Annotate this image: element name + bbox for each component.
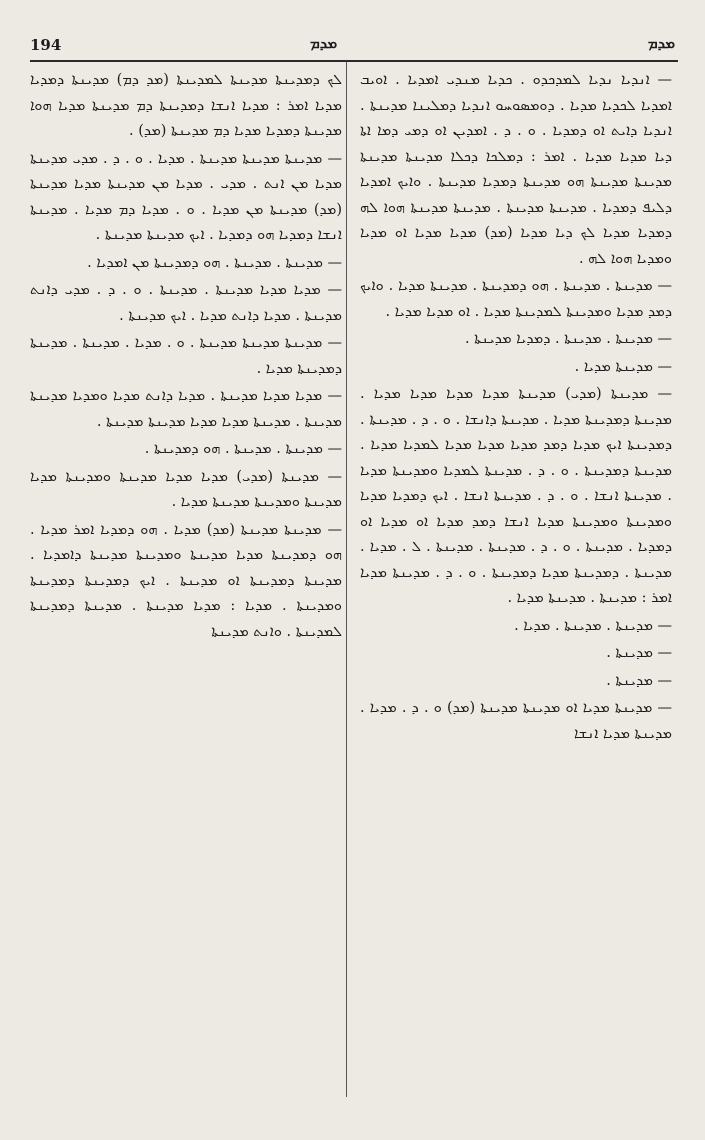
running-head-center: ܡܕܡ xyxy=(310,34,338,52)
dictionary-entry: — ܡܕܝܢܬܐ ܡܕܝܢܬܐ ܡܕܝܢܬܐ . ܡܕܝܐ . ܘ . ܕ . ܡܕܝ ܡܕܝܢܬܐ ܡܕܝܐ ܡܢ ܐܢܬ . ܡܕܝ . ܡܕܝܐ ܡܢ ܡܕܝܢܬܐ ܡܕܝܐ ܡܕܝܢܬܐ (ܡܕ) ܡܕܝܢܬܐ ܡܢ ܡܕܝܐ . ܘ . ܡܕܝܐ ܕܡ ܡܕܝܐ . ܡܕܝܢܬܐ ܐܢܫܐ ܕܡܕܝܐ ܗܘ ܕܡܕܝܐ . ܐܝܟ ܡܕܝܢܬܐ ܡܕܝܢܬܐ . xyxy=(30,150,342,243)
dictionary-entry: — ܡܕܝܢܬܐ (ܡܕܝ) ܡܕܝܐ ܡܕܝܐ ܡܕܝܢܬܐ ܘܡܕܝܢܬܐ ܡܕܝܐ ܡܕܝܢܬܐ ܘܡܕܝܢܬܐ ܡܕܝܢܬܐ ܡܕܝܐ . xyxy=(30,468,342,510)
dictionary-entry: — ܡܕܝܢܬܐ ܡܕܝܢܬܐ (ܡܕ) ܡܕܝܐ . ܗܘ ܕܡܕܝܐ ܐܡܪ ܡܕܝܐ . ܗܘ ܕܡܕܝܢܬܐ ܡܕܝܐ ܡܕܝܢܬܐ ܘܡܕܝܢܬܐ ܡܕܝܢܬܐ ܕܐܡܕܝܐ . ܡܕܝܢܬܐ ܕܡܕܝܢܬܐ ܐܘ ܡܕܝܢܬܐ . ܐܝܟ ܕܡܕܝܢܬܐ ܕܡܕܝܢܬܐ ܘܡܕܝܢܬܐ . ܡܕܝܐ : ܡܕܝܐ ܡܕܝܢܬܐ . ܡܕܝܢܬܐ ܕܡܕܝܢܬܐ ܠܡܕܝܢܬܐ . ܘܐܢܬ ܡܕܝܢܬܐ xyxy=(30,521,342,640)
dictionary-entry: — ܡܕܝܢܬܐ (ܡܕܝ) ܡܕܝܢܬܐ ܡܕܝܐ ܡܕܝܐ ܡܕܝܐ ܡܕܝܐ . ܡܕܝܢܬܐ ܕܡܕܝܢܬܐ ܡܕܝܐ . ܡܕܝܢܬܐ ܕܐܢܫܐ . ܘ . ܕ . ܡܕܝܢܬܐ . ܕܡܕܝܢܬܐ ܐܝܟ ܡܕܝܐ ܕܡܕ ܡܕܝܐ ܡܕܝܐ ܡܕܝܐ ܠܡܕܝܐ ܡܕܝܐ . ܡܕܝܢܬܐ ܕܡܕܝܢܬܐ . ܘ . ܕ . ܡܕܝܢܬܐ ܠܡܕܝܐ ܘܡܕܝܢܬܐ ܡܕܝܐ . ܡܕܝܢܬܐ ܐܢܫܐ . ܘ . ܕ . ܡܕܝܢܬܐ ܐܢܫܐ . ܐܝܟ ܕܡܕܝܐ ܡܕܝܐ ܘܡܕܝܢܬܐ ܘܡܕܝܢܬܐ ܡܕܝܐ ܐܢܫܐ ܕܡܕ ܡܕܝܐ ܐܘ ܡܕܝܐ ܐܘ ܕܡܕܝܐ . ܡܕܝܢܬܐ . ܘ . ܕ . ܡܕܝܢܬܐ . ܡܕܝܢܬܐ . ܠ . ܡܕܝܐ . ܡܕܝܢܬܐ . ܕܡܕܝܢܬܐ ܡܕܝܐ ܕܡܕܝܢܬܐ . ܘ . ܕ . ܡܕܝܢܬܐ ܡܕܝܐ ܐܡܪ : ܡܕܝܢܬܐ . ܡܕܝܢܬܐ ܡܕܝܐ . xyxy=(360,386,672,606)
dictionary-entry: — ܡܕܝܢܬܐ ܡܕܝܢܬܐ ܡܕܝܢܬܐ . ܘ . ܡܕܝܐ . ܡܕܝܢܬܐ . ܡܕܝܢܬܐ ܕܡܕܝܢܬܐ ܡܕܝܐ . xyxy=(30,335,342,377)
dictionary-entry: — ܡܕܝܐ ܡܕܝܐ ܡܕܝܢܬܐ . ܡܕܝܢܬܐ . ܘ . ܕ . ܡܕܝ ܕܐܢܬ ܡܕܝܢܬܐ . ܡܕܝܐ ܕܐܢܬ ܡܕܝܐ . ܐܝܟ ܡܕܝܢܬܐ . xyxy=(30,282,342,324)
dictionary-entry: — ܡܕܝܢܬܐ . ܡܕܝܢܬܐ . ܗܘ ܕܡܕܝܢܬܐ . xyxy=(144,441,342,457)
header-rule xyxy=(30,60,678,62)
dictionary-entry: — ܐܢܕܝܐ ܢܕܝܐ ܠܡܕܟܕܘ . ܟܕܝܐ ܡܢܕܝ ܐܡܕܝܐ . ܐܘܝܒ ܐܡܕܝܐ ܠܟܕܝܐ ܡܕܝܐ . ܕܘܡܣܘܚܘ ܐܢܕܝܐ ܕܡܠܝܢܐ ܡܕܝܢܬܐ . ܐܢܕܝܐ ܕܐܝܬ ܐܘ ܕܡܕܝܐ . ܘ . ܕ . ܐܡܕܝܢ ܐܘ ܕܡܝ ܕܡܐ ܐܬܐ ܕܝܐ ܡܕܝܐ ܡܕܝܐ . ܐܡܪ : ܕܡܠܟܐ ܕܟܠܐ ܡܕܝܢܬܐ ܡܕܝܢܬܐ ܡܕܝܢܬܐ ܡܕܝܢܬܐ ܗܘ ܡܕܝܢܬܐ ܕܡܕܝܐ ܡܕܝܢܬܐ . ܘܐܝܟ ܐܡܕܝܐ ܕܠܝܦ ܕܡܕܝܐ . ܡܕܝܢܬܐ ܡܕܝܢܬܐ . ܡܕܝܢܬܐ ܡܕܝܢܬܐ ܗܘܐ ܠܗ ܕܡܕܝܐ ܡܕܝܐ ܠܟ ܕܝܐ ܡܕܝܐ (ܡܕ) ܡܕܝܐ ܡܕܝܐ ܐܘ ܡܕܝܐ ܘܡܕܝܐ ܗܘܐ ܠܗ . xyxy=(360,72,672,267)
page-number: 194 xyxy=(30,36,62,54)
dictionary-entry: — ܡܕܝܢܬܐ . xyxy=(606,672,672,689)
left-column xyxy=(30,68,342,1098)
dictionary-entry: — ܡܕܝܢܬܐ . ܡܕܝܢܬܐ . ܗܘ ܕܡܕܝܢܬܐ ܡܢ ܐܡܕܝܐ . xyxy=(87,254,342,271)
dictionary-entry: — ܡܕܝܢܬܐ . ܡܕܝܢܬܐ . ܡܕܝܐ . xyxy=(514,617,672,634)
dictionary-entry: — ܡܕܝܐ ܡܕܝܐ ܡܕܝܢܬܐ . ܡܕܝܐ ܕܐܢܬ ܡܕܝܐ ܘܡܕܝܐ ܡܕܝܢܬܐ ܡܕܝܢܬܐ . ܡܕܝܢܬܐ ܡܕܝܐ ܡܕܝܐ ܡܕܝܢܬܐ ܡܕܝܢܬܐ . xyxy=(30,388,342,430)
dictionary-entry: — ܡܕܝܢܬܐ . ܡܕܝܢܬܐ . ܕܡܕܝܐ ܡܕܝܢܬܐ . xyxy=(464,331,672,347)
dictionary-entry: — ܡܕܝܢܬܐ ܡܕܝܐ . xyxy=(574,358,672,375)
running-head-right: ܡܕܡ xyxy=(647,34,675,52)
dictionary-entry: — ܡܕܝܢܬܐ . ܡܕܝܢܬܐ . ܗܘ ܕܡܕܝܢܬܐ . ܡܕܝܢܬܐ ܡܕܝܐ . ܘܐܝܟ ܕܡܕ ܡܕܝܐ ܘܡܕܝܢܬܐ ܠܡܕܝܢܬܐ ܡܕܝܐ . ܐܘ ܡܕܝܐ ܡܕܝܐ . xyxy=(360,278,672,320)
right-column xyxy=(360,68,672,1098)
dictionary-entry: ܠܟ ܕܡܕܝܢܬܐ ܡܕܝܢܬܐ ܠܡܕܝܢܬܐ (ܡܕ ܕܡ) ܡܕܝܢܬܐ ܕܡܕܝܐ ܡܕܝܐ ܐܡܪ : ܡܕܝܐ ܐܢܫܐ ܕܡܕܝܢܬܐ ܕܡ ܡܕܝܢܬܐ ܡܕܝܐ ܗܘܐ ܡܕܝܢܬܐ ܕܡܕܝܐ ܡܕܝܐ ܕܡ ܡܕܝܢܬܐ (ܡܕ) . xyxy=(30,72,342,139)
dictionary-entry: — ܡܕܝܢܬܐ . xyxy=(606,645,672,661)
dictionary-entry: — ܡܕܝܢܬܐ ܡܕܝܐ ܐܘ ܡܕܝܢܬܐ ܡܕܝܢܬܐ (ܡܕ) ܘ . ܕ . ܡܕܝܐ . ܡܕܝܢܬܐ ܡܕܝܐ ܐܢܫܐ xyxy=(360,700,672,742)
column-divider xyxy=(346,62,347,1097)
